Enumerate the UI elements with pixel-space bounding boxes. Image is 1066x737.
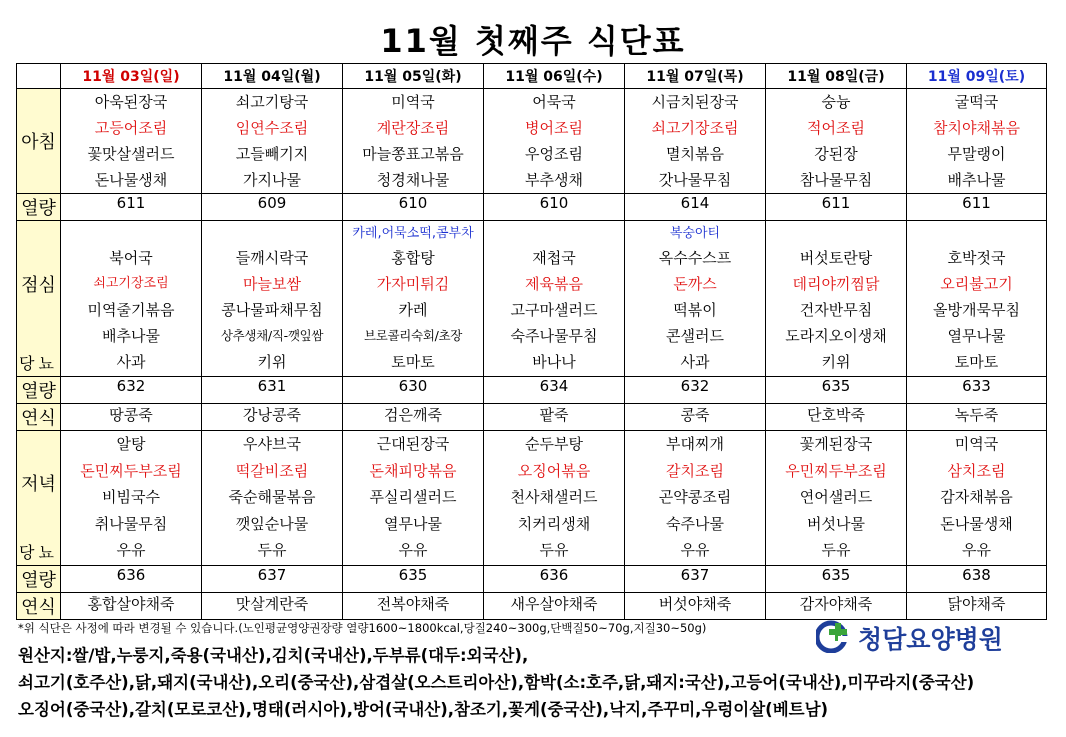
- value-cell: [907, 194, 1047, 221]
- menu-item: 사과: [116, 353, 146, 371]
- cell-value: 전복야채죽: [376, 595, 450, 613]
- meal-cell: [766, 431, 907, 566]
- row-label-diabetic: 당뇨: [19, 543, 58, 562]
- menu-item: 열무나물: [384, 514, 442, 533]
- menu-item: 떡갈비조림: [235, 461, 309, 480]
- day-header: [907, 64, 1047, 89]
- menu-item: 돈민찌두부조림: [80, 461, 182, 480]
- cell-value: 635: [398, 566, 428, 584]
- cell-value: 새우살야채죽: [510, 595, 598, 613]
- menu-item: 연어샐러드: [799, 488, 873, 506]
- menu-item: 돈나물생채: [94, 171, 168, 189]
- menu-item: 옥수수스프: [658, 249, 732, 267]
- row-label: [17, 89, 61, 194]
- menu-item: 우엉조림: [525, 145, 583, 163]
- value-cell: [61, 194, 202, 221]
- menu-item: 천사채샐러드: [510, 488, 598, 506]
- day-header: [766, 64, 907, 89]
- menu-item: 도라지오이생채: [785, 327, 887, 345]
- cell-value: 630: [398, 377, 428, 395]
- lunch-kcal-row: [17, 377, 1047, 404]
- day-header: [484, 64, 625, 89]
- menu-item: 고등어조림: [94, 119, 168, 137]
- value-cell: [343, 194, 484, 221]
- value-cell: [202, 593, 343, 620]
- menu-item: 갈치조림: [666, 461, 724, 480]
- menu-item: 어묵국: [532, 93, 576, 111]
- day-label: 11월 04일(월): [223, 69, 321, 85]
- menu-item: 참나물무침: [799, 171, 873, 189]
- menu-item: 들깨시락국: [235, 249, 309, 267]
- value-cell: [61, 377, 202, 404]
- row-label: [17, 221, 61, 377]
- cell-value: 강낭콩죽: [243, 406, 301, 424]
- row-label-text: 연식: [21, 408, 56, 429]
- meal-cell: [484, 89, 625, 194]
- value-cell: [766, 194, 907, 221]
- cell-value: 맛살계란죽: [235, 595, 309, 613]
- breakfast-row: [17, 89, 1047, 194]
- cell-value: 버섯야채죽: [658, 595, 732, 613]
- menu-item: 갓나물무침: [658, 171, 732, 189]
- menu-item: 푸실리샐러드: [369, 488, 457, 506]
- value-cell: [625, 377, 766, 404]
- value-cell: [907, 566, 1047, 593]
- menu-item: 취나물무침: [94, 514, 168, 533]
- menu-item: 데리야끼찜닭: [792, 275, 880, 293]
- meal-cell: [625, 221, 766, 377]
- row-label: [17, 593, 61, 620]
- menu-item: 꽃게된장국: [799, 435, 873, 453]
- cell-value: 631: [257, 377, 287, 395]
- value-cell: [625, 194, 766, 221]
- cell-value: 636: [539, 566, 569, 584]
- menu-item: 가자미튀김: [376, 275, 450, 293]
- cell-value: 632: [680, 377, 710, 395]
- meal-cell: [907, 89, 1047, 194]
- value-cell: [484, 377, 625, 404]
- value-cell: [343, 566, 484, 593]
- day-label: 11월 03일(일): [82, 69, 180, 85]
- menu-item: 마늘쫑표고볶음: [362, 145, 464, 163]
- menu-item: 숙주나물무침: [510, 327, 598, 345]
- cell-value: 611: [962, 194, 991, 212]
- menu-item: 돈까스: [673, 275, 717, 293]
- day-header: [625, 64, 766, 89]
- menu-item: 미역국: [954, 435, 999, 453]
- menu-item: 굴떡국: [954, 93, 999, 111]
- cell-value: 632: [116, 377, 146, 395]
- menu-item: 부추생채: [525, 171, 583, 189]
- row-label-stack: [17, 221, 60, 376]
- value-cell: [343, 404, 484, 431]
- cell-value: 635: [821, 566, 851, 584]
- value-cell: [625, 566, 766, 593]
- cell-value: 636: [116, 566, 146, 584]
- value-cell: [766, 404, 907, 431]
- cell-value: 단호박죽: [807, 406, 865, 424]
- value-cell: [484, 566, 625, 593]
- menu-item: 쇠고기탕국: [235, 93, 309, 111]
- value-cell: [202, 377, 343, 404]
- row-label: [17, 566, 61, 593]
- tea-item: [907, 221, 1046, 245]
- menu-item: 키위: [257, 353, 287, 371]
- origin-line: 쇠고기(호주산),닭,돼지(국내산),오리(중국산),삼겹살(오스트리아산),함박(소:호주,닭,돼지:국산),고등어(국내산),미꾸라지(중국산): [18, 673, 975, 692]
- row-label-main: 저녁: [21, 474, 56, 495]
- meal-cell: [202, 431, 343, 566]
- meal-cell: [625, 431, 766, 566]
- menu-item: 호박젓국: [947, 249, 1006, 267]
- day-header: [202, 64, 343, 89]
- value-cell: [343, 377, 484, 404]
- day-label: 11월 05일(화): [364, 69, 462, 85]
- menu-item: 고들빼기지: [235, 145, 309, 163]
- menu-item: 숙주나물: [666, 514, 724, 533]
- page-title: 11월 첫째주 식단표: [380, 22, 686, 60]
- dinner-kcal-row: [17, 566, 1047, 593]
- menu-item: 오리불고기: [940, 275, 1013, 293]
- row-label-main: 점심: [21, 274, 56, 296]
- menu-item: 곤약콩조림: [658, 488, 732, 506]
- menu-item: 토마토: [954, 353, 999, 371]
- menu-item: 알탕: [116, 435, 146, 453]
- lunch-row: [17, 221, 1047, 377]
- menu-item: 올방개묵무침: [933, 301, 1020, 319]
- cell-value: 609: [257, 194, 287, 212]
- day-label: 11월 06일(수): [505, 69, 603, 85]
- row-label-text: 열량: [21, 570, 56, 591]
- meal-cell: [766, 89, 907, 194]
- meal-cell: [625, 89, 766, 194]
- menu-item: 돈채피망볶음: [369, 461, 457, 480]
- menu-item: 적어조림: [807, 119, 865, 137]
- meal-cell: [343, 89, 484, 194]
- menu-item: 마늘보쌈: [243, 275, 301, 293]
- value-cell: [484, 593, 625, 620]
- row-label-text: 연식: [21, 597, 56, 618]
- menu-item: 미역줄기볶음: [87, 301, 175, 319]
- menu-item: 버섯토란탕: [799, 249, 873, 267]
- cell-value: 611: [116, 194, 146, 212]
- value-cell: [625, 404, 766, 431]
- menu-item: 카레: [398, 301, 428, 319]
- day-header: [61, 64, 202, 89]
- menu-item: 가지나물: [243, 171, 301, 189]
- menu-item: 감자채볶음: [940, 488, 1013, 506]
- menu-item: 병어조림: [525, 119, 583, 137]
- value-cell: [202, 566, 343, 593]
- value-cell: [61, 593, 202, 620]
- menu-item: 버섯나물: [807, 514, 865, 533]
- cell-value: 콩죽: [680, 406, 710, 424]
- value-cell: [625, 593, 766, 620]
- day-label: 11월 09일(토): [927, 69, 1026, 85]
- menu-item: 우유: [398, 541, 428, 559]
- value-cell: [484, 194, 625, 221]
- menu-item: 홍합탕: [391, 249, 435, 267]
- menu-table: [16, 63, 1047, 620]
- meal-cell: [484, 221, 625, 377]
- menu-item: 미역국: [391, 93, 435, 111]
- menu-item: 사과: [680, 353, 710, 371]
- cell-value: 땅콩죽: [109, 406, 153, 424]
- cell-value: 634: [539, 377, 569, 395]
- value-cell: [766, 566, 907, 593]
- menu-item: 순두부탕: [525, 435, 583, 453]
- menu-item: 열무나물: [947, 327, 1006, 345]
- menu-item: 시금치된장국: [651, 93, 739, 111]
- cell-value: 635: [821, 377, 851, 395]
- tea-item: [766, 221, 906, 245]
- menu-item: 우유: [680, 541, 710, 559]
- menu-item: 우샤브국: [243, 435, 301, 453]
- day-label: 11월 08일(금): [787, 69, 885, 85]
- meal-cell: [61, 431, 202, 566]
- day-header: [343, 64, 484, 89]
- value-cell: [907, 593, 1047, 620]
- origin-line: 원산지:쌀/밥,누룽지,죽용(국내산),김치(국내산),두부류(대두:외국산),: [18, 646, 529, 665]
- row-label-diabetic: 당뇨: [19, 354, 58, 373]
- row-label-text: 아침: [21, 132, 56, 153]
- menu-item: 돈나물생채: [940, 514, 1013, 533]
- meal-cell: [907, 431, 1047, 566]
- menu-item: 제육볶음: [525, 275, 583, 293]
- row-label: [17, 431, 61, 566]
- row-label: [17, 377, 61, 404]
- cell-value: 633: [962, 377, 991, 395]
- menu-item: 재첩국: [532, 249, 576, 267]
- menu-item: 북어국: [109, 249, 153, 267]
- tea-item: [61, 221, 201, 245]
- menu-item: 꽃맛살샐러드: [87, 145, 175, 163]
- value-cell: [61, 566, 202, 593]
- menu-item: 쇠고기장조림: [651, 119, 739, 137]
- cell-value: 638: [962, 566, 991, 584]
- menu-item: 배추나물: [102, 327, 160, 345]
- cell-value: 614: [680, 194, 710, 212]
- menu-item: 치커리생채: [517, 514, 591, 533]
- cell-value: 610: [398, 194, 428, 212]
- meal-cell: [61, 89, 202, 194]
- cell-value: 검은깨죽: [384, 406, 442, 424]
- breakfast-kcal-row: [17, 194, 1047, 221]
- menu-item: 건자반무침: [799, 301, 873, 319]
- menu-item: 두유: [821, 541, 851, 559]
- cell-value: 610: [539, 194, 569, 212]
- value-cell: [61, 404, 202, 431]
- cell-value: 팥죽: [539, 406, 569, 424]
- meal-cell: [202, 89, 343, 194]
- menu-item: 아욱된장국: [94, 93, 168, 111]
- meal-cell: [766, 221, 907, 377]
- nutrition-note: *위 식단은 사정에 따라 변경될 수 있습니다.(노인평균영양권장량 열량1600~1800kcal,당질240~300g,단백질50~70g,지질30~50g): [18, 621, 707, 635]
- row-label-text: 열량: [21, 381, 56, 402]
- value-cell: [202, 194, 343, 221]
- menu-item: 깻잎순나물: [235, 514, 309, 533]
- menu-item: 떡볶이: [673, 301, 717, 319]
- menu-item: 숭늉: [821, 93, 851, 111]
- menu-item: 비빔국수: [102, 488, 160, 506]
- value-cell: [766, 593, 907, 620]
- corner-cell: [17, 64, 61, 89]
- menu-item: 청경채나물: [376, 171, 450, 189]
- cell-value: 홍합살야채죽: [87, 595, 175, 613]
- menu-item: 쇠고기장조림: [93, 276, 169, 291]
- cell-value: 637: [257, 566, 287, 584]
- menu-item: 우민찌두부조림: [785, 461, 887, 480]
- cell-value: 감자야채죽: [799, 595, 873, 613]
- meal-cell: [343, 221, 484, 377]
- meal-cell: [907, 221, 1047, 377]
- menu-item: 임연수조림: [235, 119, 309, 137]
- menu-item: 브로콜리숙회/초장: [363, 328, 463, 343]
- menu-item: 토마토: [391, 353, 435, 371]
- cell-value: 611: [821, 194, 851, 212]
- menu-item: 배추나물: [947, 171, 1006, 189]
- tea-item: 카레,어묵소떡,콤부차: [352, 226, 474, 241]
- tea-item: 복숭아티: [669, 226, 721, 241]
- cell-value: 닭야채죽: [947, 595, 1006, 613]
- meal-cell: [202, 221, 343, 377]
- tea-item: [484, 221, 624, 245]
- day-label: 11월 07일(목): [646, 69, 744, 85]
- menu-item: 부대찌개: [666, 435, 724, 453]
- row-label-stack: [17, 431, 60, 565]
- menu-item: 무말랭이: [947, 145, 1006, 163]
- menu-item: 근대된장국: [376, 435, 450, 453]
- dinner-row: [17, 431, 1047, 566]
- menu-item: 바나나: [532, 353, 576, 371]
- cell-value: 녹두죽: [954, 406, 999, 424]
- value-cell: [766, 377, 907, 404]
- menu-item: 우유: [116, 541, 146, 559]
- menu-item: 오징어볶음: [517, 461, 591, 480]
- meal-cell: [61, 221, 202, 377]
- menu-item: 두유: [257, 541, 287, 559]
- menu-item: 삼치조림: [947, 461, 1006, 480]
- menu-item: 상추생채/직-깻잎쌈: [220, 328, 324, 343]
- row-label-text: 열량: [21, 198, 56, 219]
- menu-item: 콘샐러드: [666, 327, 724, 345]
- value-cell: [907, 404, 1047, 431]
- menu-item: 죽순해물볶음: [228, 488, 316, 506]
- menu-item: 참치야채볶음: [933, 119, 1020, 137]
- row-label: [17, 404, 61, 431]
- menu-item: 키위: [821, 353, 851, 371]
- meal-cell: [343, 431, 484, 566]
- cell-value: 637: [680, 566, 710, 584]
- menu-item: 고구마샐러드: [510, 301, 598, 319]
- menu-item: 콩나물파채무침: [221, 301, 323, 319]
- value-cell: [907, 377, 1047, 404]
- row-label: [17, 194, 61, 221]
- hospital-name: 청담요양병원: [858, 625, 1003, 654]
- lunch-soft-row: [17, 404, 1047, 431]
- origin-info: [18, 642, 1058, 723]
- header-row: [17, 64, 1047, 89]
- menu-item: 멸치볶음: [666, 145, 724, 163]
- meal-cell: [484, 431, 625, 566]
- origin-line: 오징어(중국산),갈치(모로코산),명태(러시아),방어(국내산),참조기,꽃게(중국산),낙지,주꾸미,우렁이살(베트남): [18, 700, 829, 719]
- value-cell: [343, 593, 484, 620]
- menu-item: 두유: [539, 541, 569, 559]
- menu-item: 계란장조림: [376, 119, 450, 137]
- menu-item: 강된장: [814, 145, 858, 163]
- menu-item: 우유: [962, 541, 991, 559]
- dinner-soft-row: [17, 593, 1047, 620]
- value-cell: [202, 404, 343, 431]
- tea-item: [202, 221, 342, 245]
- value-cell: [484, 404, 625, 431]
